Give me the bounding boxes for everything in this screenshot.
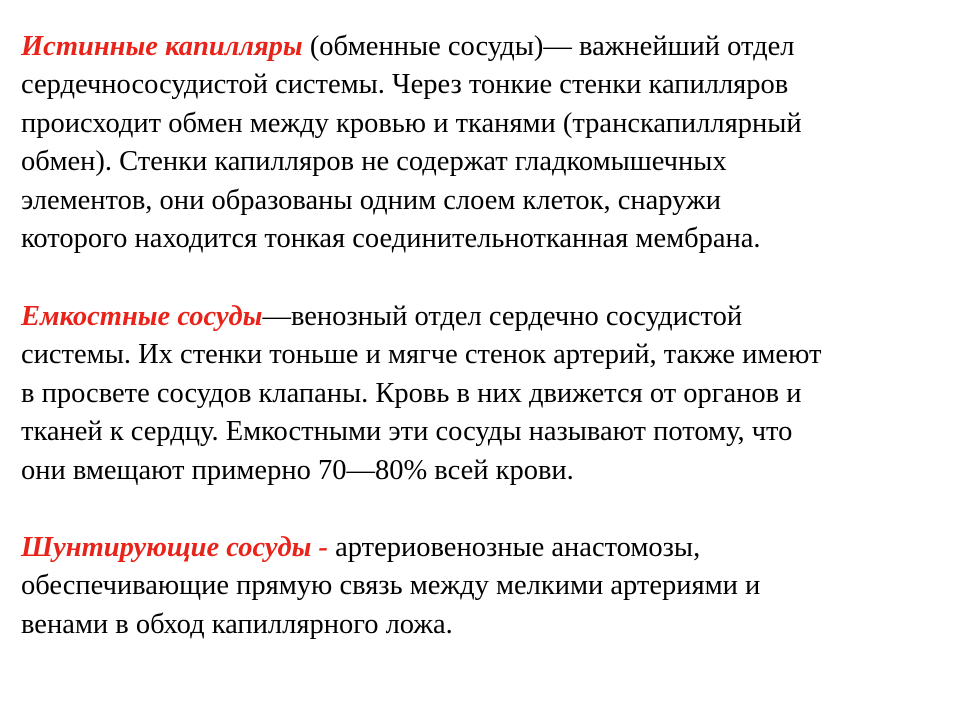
paragraph-shunt-vessels [21, 529, 936, 644]
term-capacitance-vessels: Емкостные сосуды [21, 301, 263, 332]
term-shunt-vessels: Шунтирующие сосуды - [21, 532, 329, 563]
paragraph-capacitance-vessels [21, 298, 936, 490]
paragraph-true-capillaries [21, 28, 936, 258]
paragraph-text: (обменные сосуды)— важнейший отдел сердечнососудистой системы. Через тонкие стенки капилляров происходит обмен между кровью и тканями (транскапиллярный обмен). Стенки капилляров не содержат гладкомышечных элементов, они образованы одним слоем клеток, снаружи которого находится тонкая соединительнотканная мембрана. [21, 31, 802, 255]
term-true-capillaries: Истинные капилляры [21, 31, 303, 62]
paragraph-text: артериовенозные анастомозы, обеспечивающие прямую связь между мелкими артериями и венами в обход капиллярного ложа. [21, 532, 761, 640]
paragraph-text: —венозный отдел сердечно сосудистой системы. Их стенки тоньше и мягче стенок артерий, также имеют в просвете сосудов клапаны. Кровь в них движется от органов и тканей к сердцу. Емкостными эти сосуды называют потому, что они вмещают примерно 70—80% всей крови. [21, 301, 822, 486]
